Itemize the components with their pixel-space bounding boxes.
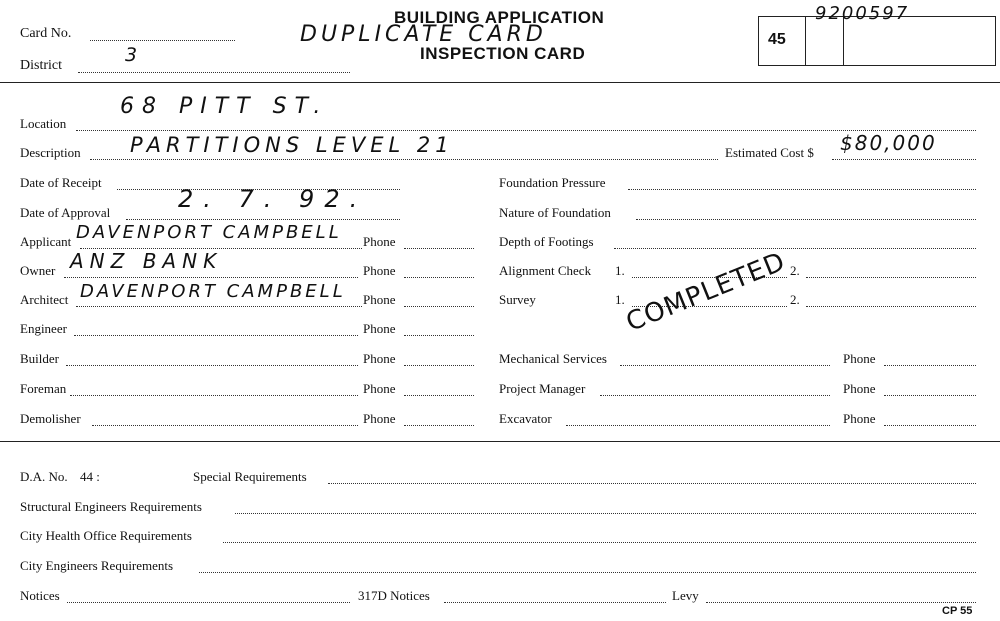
nature-of-foundation-dots[interactable] bbox=[636, 219, 976, 220]
special-requirements-label: Special Requirements bbox=[193, 469, 307, 484]
da-no-label: D.A. No. bbox=[20, 469, 68, 484]
description-value: PARTITIONS LEVEL 21 bbox=[130, 133, 454, 157]
notices-317d-label: 317D Notices bbox=[358, 588, 430, 603]
architect-label: Architect bbox=[20, 292, 69, 307]
notices-dots[interactable] bbox=[67, 602, 350, 603]
mechanical-services-phone-label: Phone bbox=[843, 351, 876, 366]
date-of-receipt-label: Date of Receipt bbox=[20, 175, 102, 190]
box-number: 45 bbox=[768, 31, 786, 48]
builder-label: Builder bbox=[20, 351, 59, 366]
applicant-label: Applicant bbox=[20, 234, 72, 249]
foreman-dots[interactable] bbox=[70, 395, 358, 396]
foreman-phone-field[interactable] bbox=[404, 395, 474, 396]
engineer-phone-field[interactable] bbox=[404, 335, 474, 336]
location-value: 68 PITT ST. bbox=[120, 94, 329, 119]
applicant-phone-label: Phone bbox=[363, 234, 396, 249]
date-of-approval-label: Date of Approval bbox=[20, 205, 111, 220]
engineer-phone-label: Phone bbox=[363, 321, 396, 336]
depth-of-footings-label: Depth of Footings bbox=[499, 234, 594, 249]
alignment-check-label: Alignment Check bbox=[499, 263, 592, 278]
header-divider bbox=[0, 82, 1000, 83]
demolisher-label: Demolisher bbox=[20, 411, 81, 426]
project-manager-dots[interactable] bbox=[600, 395, 830, 396]
architect-phone-label: Phone bbox=[363, 292, 396, 307]
levy-label: Levy bbox=[672, 588, 699, 603]
mechanical-services-label: Mechanical Services bbox=[499, 351, 607, 366]
district-label: District bbox=[20, 58, 62, 73]
city-engineers-label: City Engineers Requirements bbox=[20, 558, 174, 573]
excavator-dots[interactable] bbox=[566, 425, 830, 426]
survey-1: 1. bbox=[615, 292, 625, 307]
foundation-pressure-dots[interactable] bbox=[628, 189, 976, 190]
foreman-label: Foreman bbox=[20, 381, 67, 396]
applicant-value: DAVENPORT CAMPBELL bbox=[76, 222, 342, 243]
owner-dots[interactable] bbox=[64, 277, 358, 278]
builder-phone-label: Phone bbox=[363, 351, 396, 366]
nature-of-foundation-label: Nature of Foundation bbox=[499, 205, 611, 220]
structural-engineers-dots[interactable] bbox=[235, 513, 976, 514]
estimated-cost-label: Estimated Cost $ bbox=[725, 145, 814, 160]
alignment-check-2-dots[interactable] bbox=[806, 277, 976, 278]
owner-label: Owner bbox=[20, 263, 56, 278]
survey-2-dots[interactable] bbox=[806, 306, 976, 307]
date-of-approval-dots[interactable] bbox=[126, 219, 400, 220]
mechanical-services-phone-field[interactable] bbox=[884, 365, 976, 366]
district-dots[interactable] bbox=[78, 72, 350, 73]
survey-label: Survey bbox=[499, 292, 536, 307]
alignment-check-2: 2. bbox=[790, 263, 800, 278]
project-manager-phone-label: Phone bbox=[843, 381, 876, 396]
form-code: CP 55 bbox=[942, 605, 973, 617]
box-divider bbox=[805, 17, 806, 65]
builder-phone-field[interactable] bbox=[404, 365, 474, 366]
demolisher-dots[interactable] bbox=[92, 425, 358, 426]
city-health-label: City Health Office Requirements bbox=[20, 528, 192, 543]
title-handwritten: DUPLICATE CARD bbox=[300, 22, 547, 47]
excavator-phone-label: Phone bbox=[843, 411, 876, 426]
project-manager-label: Project Manager bbox=[499, 381, 586, 396]
title-building-application: BUILDING APPLICATION bbox=[394, 8, 605, 27]
estimated-cost-dots[interactable] bbox=[832, 159, 976, 160]
applicant-phone-field[interactable] bbox=[404, 248, 474, 249]
foreman-phone-label: Phone bbox=[363, 381, 396, 396]
description-label: Description bbox=[20, 145, 81, 160]
demolisher-phone-field[interactable] bbox=[404, 425, 474, 426]
owner-phone-field[interactable] bbox=[404, 277, 474, 278]
da-no-value: 44 : bbox=[80, 469, 100, 484]
card-no-dots[interactable] bbox=[90, 40, 235, 41]
box-handwritten-number: 9200597 bbox=[815, 3, 910, 24]
footer-divider bbox=[0, 441, 1000, 442]
city-engineers-dots[interactable] bbox=[199, 572, 976, 573]
date-of-approval-value: 2. 7. 92. bbox=[178, 185, 368, 213]
card-no-label: Card No. bbox=[20, 26, 72, 41]
engineer-dots[interactable] bbox=[74, 335, 358, 336]
project-manager-phone-field[interactable] bbox=[884, 395, 976, 396]
mechanical-services-dots[interactable] bbox=[620, 365, 830, 366]
excavator-phone-field[interactable] bbox=[884, 425, 976, 426]
completed-stamp: COMPLETED bbox=[622, 246, 790, 338]
owner-value: ANZ BANK bbox=[70, 249, 223, 273]
builder-dots[interactable] bbox=[66, 365, 358, 366]
estimated-cost-value: $80,000 bbox=[840, 131, 937, 155]
city-health-dots[interactable] bbox=[223, 542, 976, 543]
alignment-check-1: 1. bbox=[615, 263, 625, 278]
notices-label: Notices bbox=[20, 588, 60, 603]
structural-engineers-label: Structural Engineers Requirements bbox=[20, 499, 202, 514]
survey-2: 2. bbox=[790, 292, 800, 307]
depth-of-footings-dots[interactable] bbox=[614, 248, 976, 249]
engineer-label: Engineer bbox=[20, 321, 67, 336]
special-requirements-dots[interactable] bbox=[328, 483, 976, 484]
owner-phone-label: Phone bbox=[363, 263, 396, 278]
levy-dots[interactable] bbox=[706, 602, 976, 603]
notices-317d-dots[interactable] bbox=[444, 602, 666, 603]
description-dots[interactable] bbox=[90, 159, 718, 160]
demolisher-phone-label: Phone bbox=[363, 411, 396, 426]
foundation-pressure-label: Foundation Pressure bbox=[499, 175, 606, 190]
location-label: Location bbox=[20, 116, 67, 131]
architect-phone-field[interactable] bbox=[404, 306, 474, 307]
architect-dots[interactable] bbox=[76, 306, 362, 307]
architect-value: DAVENPORT CAMPBELL bbox=[80, 281, 346, 302]
excavator-label: Excavator bbox=[499, 411, 552, 426]
card-number-box bbox=[758, 3, 996, 66]
title-inspection-card: INSPECTION CARD bbox=[420, 44, 586, 63]
district-value: 3 bbox=[125, 44, 141, 66]
